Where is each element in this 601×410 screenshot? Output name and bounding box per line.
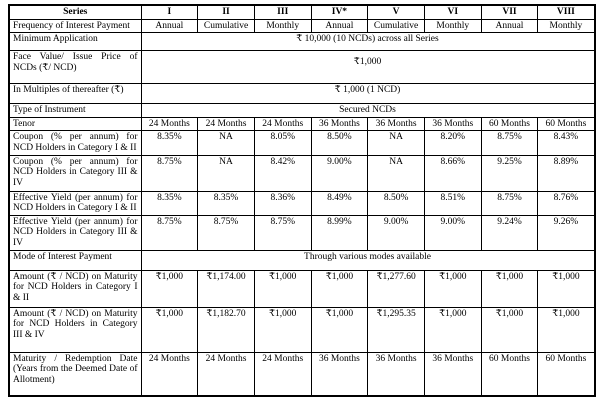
- table-cell: 9.26%: [538, 215, 595, 250]
- table-cell: 8.66%: [424, 155, 481, 191]
- ncd-series-terms-table: [8, 4, 596, 397]
- table-cell: 8.75%: [254, 215, 311, 250]
- row-label-frequency: Frequency of Interest Payment: [9, 19, 141, 33]
- table-row-mode-of-interest: [9, 250, 595, 270]
- table-cell: 8.49%: [311, 191, 368, 215]
- table-row-in-multiples: [9, 84, 595, 104]
- table-cell: ₹1,000: [538, 270, 595, 307]
- table-cell: 8.35%: [141, 131, 198, 155]
- table-cell: Cumulative: [368, 19, 425, 33]
- table-row-minimum-application: [9, 33, 595, 51]
- table-cell: ₹1,000: [424, 270, 481, 307]
- table-cell: 8.36%: [254, 191, 311, 215]
- table-cell: ₹1,000: [311, 270, 368, 307]
- column-header-series-2: II: [198, 5, 255, 19]
- table-row-yield-category-3-4: [9, 215, 595, 250]
- table-cell: 8.75%: [141, 155, 198, 191]
- table-cell: 8.99%: [311, 215, 368, 250]
- table-cell: ₹1,277.60: [368, 270, 425, 307]
- row-label-yield-category-3-4: Effective Yield (per annum) for NCD Holders in Category III & IV: [9, 215, 141, 250]
- table-cell: 8.75%: [198, 215, 255, 250]
- row-label-type-of-instrument: Type of Instrument: [9, 104, 141, 118]
- row-label-face-value: Face Value/ Issue Price of NCDs (₹/ NCD): [9, 51, 141, 84]
- table-cell: 24 Months: [141, 352, 198, 396]
- table-cell: 8.05%: [254, 131, 311, 155]
- table-cell: 8.20%: [424, 131, 481, 155]
- table-cell: 8.89%: [538, 155, 595, 191]
- table-cell: 9.24%: [481, 215, 538, 250]
- table-cell: 9.00%: [311, 155, 368, 191]
- row-label-amount-category-3-4: Amount (₹ / NCD) on Maturity for NCD Holders in Category III & IV: [9, 307, 141, 352]
- table-cell: 36 Months: [368, 117, 425, 131]
- table-cell-span: ₹ 10,000 (10 NCDs) across all Series: [141, 33, 595, 51]
- table-cell-span: Secured NCDs: [141, 104, 595, 118]
- row-label-minimum-application: Minimum Application: [9, 33, 141, 51]
- table-cell: 36 Months: [311, 117, 368, 131]
- table-cell: NA: [368, 155, 425, 191]
- table-cell-span: ₹1,000: [141, 51, 595, 84]
- table-cell: ₹1,182.70: [198, 307, 255, 352]
- table-row-amount-category-3-4: [9, 307, 595, 352]
- table-cell: 8.75%: [481, 191, 538, 215]
- table-cell: 24 Months: [254, 117, 311, 131]
- table-row-amount-category-1-2: [9, 270, 595, 307]
- column-header-series-1: I: [141, 5, 198, 19]
- table-cell: 36 Months: [368, 352, 425, 396]
- table-cell: Annual: [311, 19, 368, 33]
- table-cell: 8.42%: [254, 155, 311, 191]
- column-header-series-8: VIII: [538, 5, 595, 19]
- table-cell: 60 Months: [481, 352, 538, 396]
- table-cell: 8.51%: [424, 191, 481, 215]
- table-cell: 9.00%: [368, 215, 425, 250]
- table-cell: ₹1,000: [481, 307, 538, 352]
- table-cell: 8.35%: [141, 191, 198, 215]
- table-cell: 36 Months: [424, 352, 481, 396]
- row-label-tenor: Tenor: [9, 117, 141, 131]
- row-label-mode-of-interest: Mode of Interest Payment: [9, 250, 141, 270]
- table-cell: 9.25%: [481, 155, 538, 191]
- table-cell: ₹1,174.00: [198, 270, 255, 307]
- table-cell: 24 Months: [198, 352, 255, 396]
- table-cell: 24 Months: [141, 117, 198, 131]
- column-header-series-3: III: [254, 5, 311, 19]
- table-cell: 8.35%: [198, 191, 255, 215]
- table-cell: ₹1,000: [481, 270, 538, 307]
- table-cell: Annual: [481, 19, 538, 33]
- table-cell: 36 Months: [424, 117, 481, 131]
- table-cell: 24 Months: [254, 352, 311, 396]
- table-row-coupon-category-1-2: [9, 131, 595, 155]
- column-header-series-5: V: [368, 5, 425, 19]
- table-cell: NA: [198, 155, 255, 191]
- table-cell: ₹1,000: [538, 307, 595, 352]
- table-cell: Monthly: [538, 19, 595, 33]
- table-cell: Monthly: [424, 19, 481, 33]
- table-cell: Cumulative: [198, 19, 255, 33]
- column-header-series-6: VI: [424, 5, 481, 19]
- row-label-maturity-date: Maturity / Redemption Date (Years from the Deemed Date of Allotment): [9, 352, 141, 396]
- table-cell: ₹1,000: [141, 270, 198, 307]
- table-row-frequency: [9, 19, 595, 33]
- table-cell: Annual: [141, 19, 198, 33]
- table-cell: NA: [198, 131, 255, 155]
- column-header-series-4: IV*: [311, 5, 368, 19]
- table-row-face-value: [9, 51, 595, 84]
- table-cell: 60 Months: [538, 117, 595, 131]
- table-cell-span: Through various modes available: [141, 250, 595, 270]
- table-cell: 8.76%: [538, 191, 595, 215]
- row-label-amount-category-1-2: Amount (₹ / NCD) on Maturity for NCD Holders in Category I & II: [9, 270, 141, 307]
- table-cell: ₹1,000: [424, 307, 481, 352]
- table-cell: 9.00%: [424, 215, 481, 250]
- column-header-series-7: VII: [481, 5, 538, 19]
- table-cell: ₹1,000: [141, 307, 198, 352]
- table-cell: 8.43%: [538, 131, 595, 155]
- row-label-in-multiples: In Multiples of thereafter (₹): [9, 84, 141, 104]
- table-cell: ₹1,295.35: [368, 307, 425, 352]
- table-cell: 60 Months: [481, 117, 538, 131]
- table-cell: ₹1,000: [254, 307, 311, 352]
- row-label-coupon-category-1-2: Coupon (% per annum) for NCD Holders in Category I & II: [9, 131, 141, 155]
- table-cell: 24 Months: [198, 117, 255, 131]
- table-row-tenor: [9, 117, 595, 131]
- row-label-yield-category-1-2: Effective Yield (per annum) for NCD Holders in Category I & II: [9, 191, 141, 215]
- table-cell: ₹1,000: [311, 307, 368, 352]
- table-row-type-of-instrument: [9, 104, 595, 118]
- table-header-row: [9, 5, 595, 19]
- table-cell: 60 Months: [538, 352, 595, 396]
- table-cell: 8.50%: [368, 191, 425, 215]
- series-corner-header: Series: [9, 5, 141, 19]
- table-row-maturity-date: [9, 352, 595, 396]
- table-cell: 8.75%: [141, 215, 198, 250]
- table-cell: ₹1,000: [254, 270, 311, 307]
- table-cell: 8.50%: [311, 131, 368, 155]
- table-cell: 8.75%: [481, 131, 538, 155]
- table-cell-span: ₹ 1,000 (1 NCD): [141, 84, 595, 104]
- table-cell: Monthly: [254, 19, 311, 33]
- table-cell: NA: [368, 131, 425, 155]
- table-row-yield-category-1-2: [9, 191, 595, 215]
- table-row-coupon-category-3-4: [9, 155, 595, 191]
- table-cell: 36 Months: [311, 352, 368, 396]
- row-label-coupon-category-3-4: Coupon (% per annum) for NCD Holders in Category III & IV: [9, 155, 141, 191]
